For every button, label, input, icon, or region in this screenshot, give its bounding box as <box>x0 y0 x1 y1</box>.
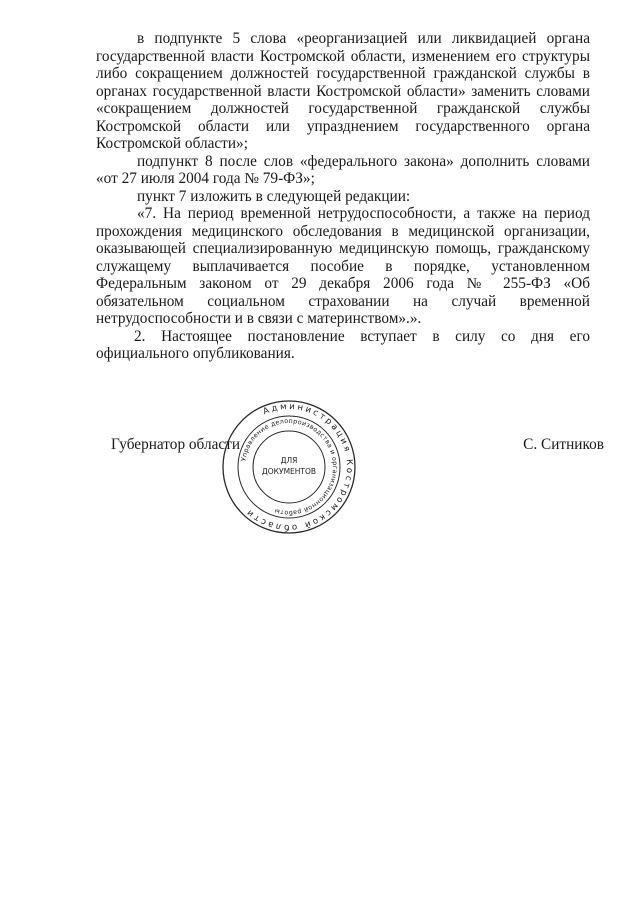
stamp-center-line1: ДЛЯ <box>280 456 298 465</box>
stamp-center-line2: ДОКУМЕНТОВ <box>261 467 317 476</box>
stamp-outer-text: Администрация Костромской области <box>243 401 355 533</box>
paragraph-point-7-intro: пункт 7 изложить в следующей редакции: <box>137 187 411 205</box>
official-seal-stamp <box>221 399 357 535</box>
stamp-inner-text: Управление делопроизводства и организационной работы <box>239 416 340 518</box>
document-body <box>96 30 590 363</box>
paragraph-subpoint-5: в подпункте 5 слова «реорганизацией или ликвидацией органа государственной власти Костромской области, изменением его структуры либо сокращением должностей государственной гражданской службы в органах государственной власти Костромской области» заменить словами «сокращением должностей государственной гражданской службы Костромской области или упразднением государственного органа Костромской области»; <box>96 30 590 152</box>
paragraph-point-7-text: «7. На период временной нетрудоспособности, а также на период прохождения медицинского обследования в медицинской организации, оказывающей специализированную медицинскую помощь, гражданскому служащему выплачивается пособие в порядке, установленном Федеральным законом от 29 декабря 2006 года № 255-ФЗ «Об обязательном социальном страховании на случай временной нетрудоспособности и в связи с материнством».». <box>96 205 590 327</box>
paragraph-effective-date: 2. Настоящее постановление вступает в силу со дня его официального опубликования. <box>96 327 590 362</box>
paragraph-subpoint-8: подпункт 8 после слов «федерального закона» дополнить словами «от 27 июля 2004 года № 79-ФЗ»; <box>96 152 590 187</box>
signatory-position: Губернатор области <box>111 436 241 453</box>
signatory-name: С. Ситников <box>523 436 604 453</box>
